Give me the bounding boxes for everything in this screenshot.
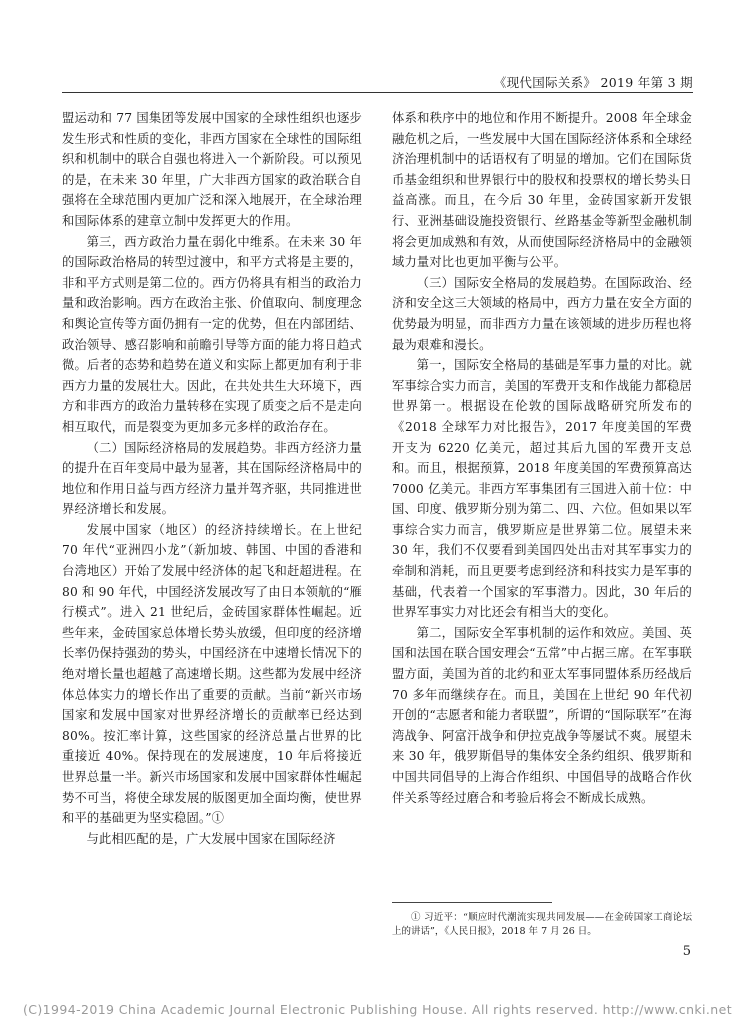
paragraph: （二）国际经济格局的发展趋势。非西方经济力量的提升在百年变局中最为显著，其在国际经济格局中的地位和作用日益与西方经济力量并驾齐驱，共同推进世界经济增长和发展。 [62,440,362,517]
paragraph: 盟运动和 77 国集团等发展中国家的全球性组织也逐步发生形式和性质的变化，非西方国家在全球性的国际组织和机制中的联合自强也将进入一个新阶段。可以预见的是，在未来 30 年里，广大非西方国家的政治联合自强将在全球范围内更加广泛和深入地展开，在全球治理和国际体系的建章立制中发挥更大的作用。 [62,111,362,228]
right-column [392,108,692,808]
paragraph: 第三，西方政治力量在弱化中维系。在未来 30 年的国际政治格局的转型过渡中，和平方式将是主要的，非和平方式则是第二位的。西方仍将具有相当的政治力量和政治影响。西方在政治主张、价值取向、制度理念和舆论宣传等方面仍拥有一定的优势，但在内部团结、政治领导、感召影响和前瞻引导等方面的能力将日趋式微。后者的态势和趋势在道义和实际上都更加有利于非西方力量的发展壮大。因此，在共处共生大环境下，西方和非西方的政治力量转移在实现了质变之后不是走向相互取代，而是裂变为更加多元多样的政治存在。 [62,234,362,434]
footnote: ① 习近平：“顺应时代潮流实现共同发展——在金砖国家工商论坛上的讲话”，《人民日报》，2018 年 7 月 26 日。 [392,912,692,937]
left-column [62,108,362,849]
paragraph: 发展中国家（地区）的经济持续增长。在上世纪 70 年代“亚洲四小龙”（新加坡、韩国、中国的香港和台湾地区）开始了发展中经济体的起飞和赶超进程。在 80 和 90 年代，中国经济发展改写了由日本领航的“雁行模式”。进入 21 世纪后，金砖国家群体性崛起。近些年来，金砖国家总体增长势头放缓，但印度的经济增长率仍保持强劲的势头，中国经济在中速增长情况下的绝对增长量也超越了高速增长期。这些都为发展中经济体总体实力的增长作出了重要的贡献。当前“新兴市场国家和发展中国家对世界经济增长的贡献率已经达到 80%。按汇率计算，这些国家的经济总量占世界的比重接近 40%。保持现在的发展速度，10 年后将接近世界总量一半。新兴市场国家和发展中国家群体性崛起势不可当，将使全球发展的版图更加全面均衡，使世界和平的基础更为坚实稳固。”① [62,522,362,826]
paragraph: （三）国际安全格局的发展趋势。在国际政治、经济和安全这三大领域的格局中，西方力量在安全方面的优势最为明显，而非西方力量在该领域的进步历程也将最为艰难和漫长。 [392,275,692,352]
paragraph: 第二，国际安全军事机制的运作和效应。美国、英国和法国在联合国安理会“五常”中占据三席。在军事联盟方面，美国为首的北约和亚太军事同盟体系历经战后 70 多年而继续存在。而且，美国在上世纪 90 年代初开创的“志愿者和能力者联盟”，所谓的“国际联军”在海湾战争、阿富汗战争和伊拉克战争等屡试不爽。展望未来 30 年，俄罗斯倡导的集体安全条约组织、俄罗斯和中国共同倡导的上海合作组织、中国倡导的战略合作伙伴关系等经过磨合和考验后将会不断成长成熟。 [392,625,692,805]
paragraph: 第一，国际安全格局的基础是军事力量的对比。就军事综合实力而言，美国的军费开支和作战能力都稳居世界第一。根据设在伦敦的国际战略研究所发布的《2018 全球军力对比报告》，2017 年度美国的军费开支为 6220 亿美元，超过其后九国的军费开支总和。而且，根据预算，2018 年度美国的军费预算高达 7000 亿美元。非西方军事集团有三国进入前十位：中国、印度、俄罗斯分别为第二、四、六位。但如果以军事综合实力而言，俄罗斯应是世界第二位。展望未来 30 年，我们不仅要看到美国四处出击对其军事实力的牵制和消耗，而且更要考虑到经济和科技实力是军事的基础，代表着一个国家的军事潜力。因此，30 年后的世界军事实力对比还会有相当大的变化。 [392,358,692,620]
header-rule [62,92,693,93]
footnote-rule [392,902,552,903]
copyright-watermark: (C)1994-2019 China Academic Journal Electronic Publishing House. All rights reserved. http://www.cnki.net [23,1002,732,1017]
paragraph: 体系和秩序中的地位和作用不断提升。2008 年全球金融危机之后，一些发展中大国在国际经济体系和全球经济治理机制中的话语权有了明显的增加。它们在国际货币基金组织和世界银行中的股权和投票权的增长势头日益高涨。而且，在今后 30 年里，金砖国家新开发银行、亚洲基础设施投资银行、丝路基金等新型金融机制将会更加成熟和有效，从而使国际经济格局中的金融领域力量对比也更加平衡与公平。 [392,111,692,270]
page-number: 5 [682,944,691,959]
paragraph: 与此相匹配的是，广大发展中国家在国际经济 [86,831,336,846]
running-header: 《现代国际关系》 2019 年第 3 期 [493,75,693,90]
